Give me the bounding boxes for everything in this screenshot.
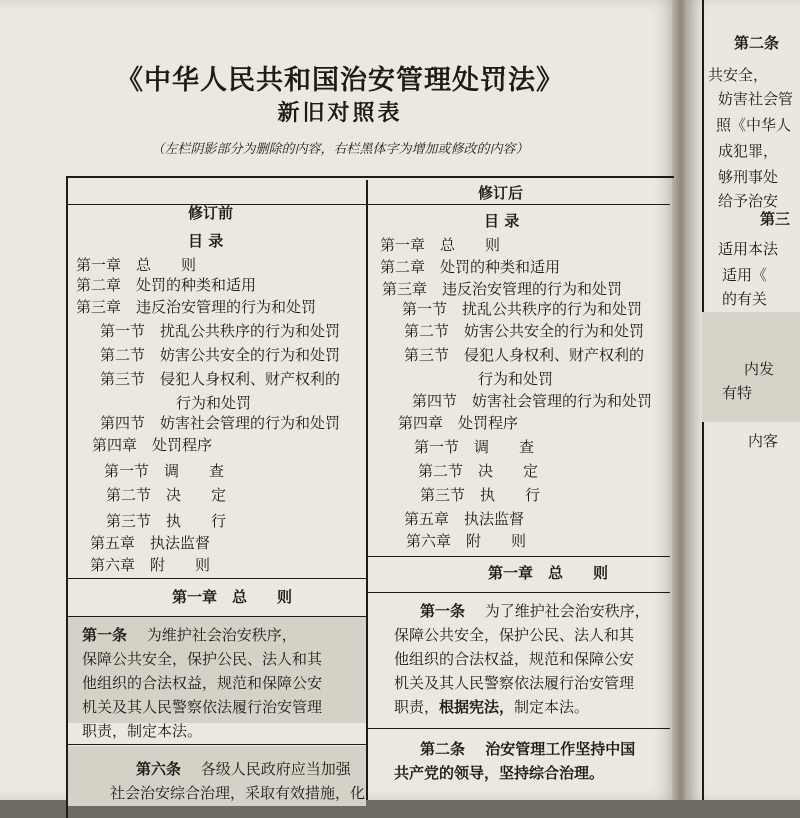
right-page-line: 内客: [748, 432, 779, 450]
added-text-bold: 根据宪法，: [439, 698, 515, 716]
table-divider-art1-right: [368, 728, 670, 729]
right-page-line: 有特: [722, 384, 753, 402]
right-article1-line: 他组织的合法权益，规范和保障公安: [394, 650, 635, 668]
right-page-line: 给予治安: [718, 192, 779, 210]
left-toc-title: 目 录: [188, 232, 224, 250]
right-column-header: 修订后: [478, 184, 524, 202]
left-toc-item: 第一章 总 则: [76, 256, 197, 274]
table-divider-ch1-right: [368, 592, 670, 593]
left-toc-item: 第二节 决 定: [106, 486, 227, 504]
left-column-header: 修订前: [188, 204, 234, 222]
left-toc-item: 第二章 处罚的种类和适用: [76, 276, 257, 294]
right-page-line: 的有关: [722, 290, 768, 308]
left-toc-item: 第三节 执 行: [106, 512, 227, 530]
right-toc-item: 第二节 妨害公共安全的行为和处罚: [404, 322, 645, 340]
table-divider-art1-left: [68, 744, 366, 745]
left-toc-item: 第二节 妨害公共安全的行为和处罚: [100, 346, 341, 364]
right-toc-item: 第四章 处罚程序: [398, 414, 519, 432]
left-toc-item: 第三节 侵犯人身权利、财产权利的: [100, 370, 341, 388]
left-article1-line: 机关及其人民警察依法履行治安管理: [82, 698, 323, 716]
left-toc-item: 第一节 调 查: [104, 462, 225, 480]
right-toc-title: 目 录: [484, 212, 520, 230]
right-page-line: 妨害社会管: [718, 90, 794, 108]
right-chapter1-heading: 第一章 总 则: [488, 564, 609, 582]
table-divider-toc-left: [68, 578, 366, 579]
table-header-line-right: [368, 204, 670, 205]
right-page-line: 第三: [760, 210, 791, 228]
left-toc-item: 行为和处罚: [176, 394, 252, 412]
left-article1-line: 保障公共安全，保护公民、法人和其: [82, 650, 323, 668]
left-article1-line1: 第一条 为维护社会治安秩序，: [82, 626, 297, 644]
left-article1-label: 第一条: [82, 626, 128, 644]
right-toc-item: 第六章 附 则: [406, 532, 527, 550]
left-article6-line1: 第六条 各级人民政府应当加强: [136, 760, 351, 778]
table-divider-ch1-left: [68, 616, 366, 617]
right-page: [688, 0, 800, 800]
document-title: 《中华人民共和国治安管理处罚法》: [116, 65, 564, 96]
right-toc-item: 第五章 执法监督: [404, 510, 525, 528]
right-article2-line: 共产党的领导，坚持综合治理。: [394, 764, 605, 782]
table-column-divider: [366, 180, 368, 800]
right-toc-item: 第一章 总 则: [380, 236, 501, 254]
document-subtitle: 新旧对照表: [277, 101, 403, 126]
right-toc-item: 第一节 扰乱公共秩序的行为和处罚: [402, 300, 643, 318]
right-toc-item: 行为和处罚: [478, 370, 554, 388]
right-page-line: 第二条: [734, 34, 780, 52]
left-article6-line: 社会治安综合治理，采取有效措施，化: [110, 784, 366, 802]
right-toc-item: 第一节 调 查: [414, 438, 535, 456]
left-article1-line: 他组织的合法权益，规范和保障公安: [82, 674, 323, 692]
right-article2-line1: 第二条 治安管理工作坚持中国: [420, 740, 636, 758]
document-note: （左栏阴影部分为删除的内容，右栏黑体字为增加或修改的内容）: [151, 142, 529, 157]
right-article1-last-line: 职责，根据宪法，制定本法。: [394, 698, 590, 716]
right-article1-line: 保障公共安全，保护公民、法人和其: [394, 626, 635, 644]
right-page-line: 够刑事处: [718, 168, 779, 186]
right-toc-item: 第二章 处罚的种类和适用: [380, 258, 561, 276]
right-article1-line1: 第一条 为了维护社会治安秩序，: [420, 602, 650, 620]
left-article6-label: 第六条: [136, 760, 182, 778]
left-toc-item: 第六章 附 则: [90, 556, 211, 574]
right-page-line: 共安全，: [708, 66, 769, 84]
right-toc-item: 第三节 侵犯人身权利、财产权利的: [404, 346, 645, 364]
right-toc-item: 第三节 执 行: [420, 486, 541, 504]
right-article1-line: 机关及其人民警察依法履行治安管理: [394, 674, 635, 692]
left-toc-item: 第四章 处罚程序: [92, 436, 213, 454]
table-divider-toc-right: [368, 556, 670, 557]
right-toc-item: 第三章 违反治安管理的行为和处罚: [382, 280, 623, 298]
left-toc-item: 第三章 违反治安管理的行为和处罚: [76, 298, 317, 316]
right-page-line: 适用《: [722, 266, 768, 284]
right-page-line: 成犯罪，: [718, 142, 779, 160]
left-toc-item: 第五章 执法监督: [90, 534, 211, 552]
right-article1-label: 第一条: [420, 602, 466, 620]
left-article1-line: 职责，制定本法。: [82, 722, 203, 740]
left-toc-item: 第四节 妨害社会管理的行为和处罚: [100, 414, 341, 432]
left-toc-item: 第一节 扰乱公共秩序的行为和处罚: [100, 322, 341, 340]
left-chapter1-heading: 第一章 总 则: [172, 588, 293, 606]
right-page-line: 内发: [744, 360, 775, 378]
right-article2-label: 第二条: [420, 740, 466, 758]
right-page-line: 适用本法: [718, 240, 779, 258]
right-toc-item: 第二节 决 定: [418, 462, 539, 480]
right-page-line: 照《中华人: [716, 116, 792, 134]
right-toc-item: 第四节 妨害社会管理的行为和处罚: [412, 392, 653, 410]
